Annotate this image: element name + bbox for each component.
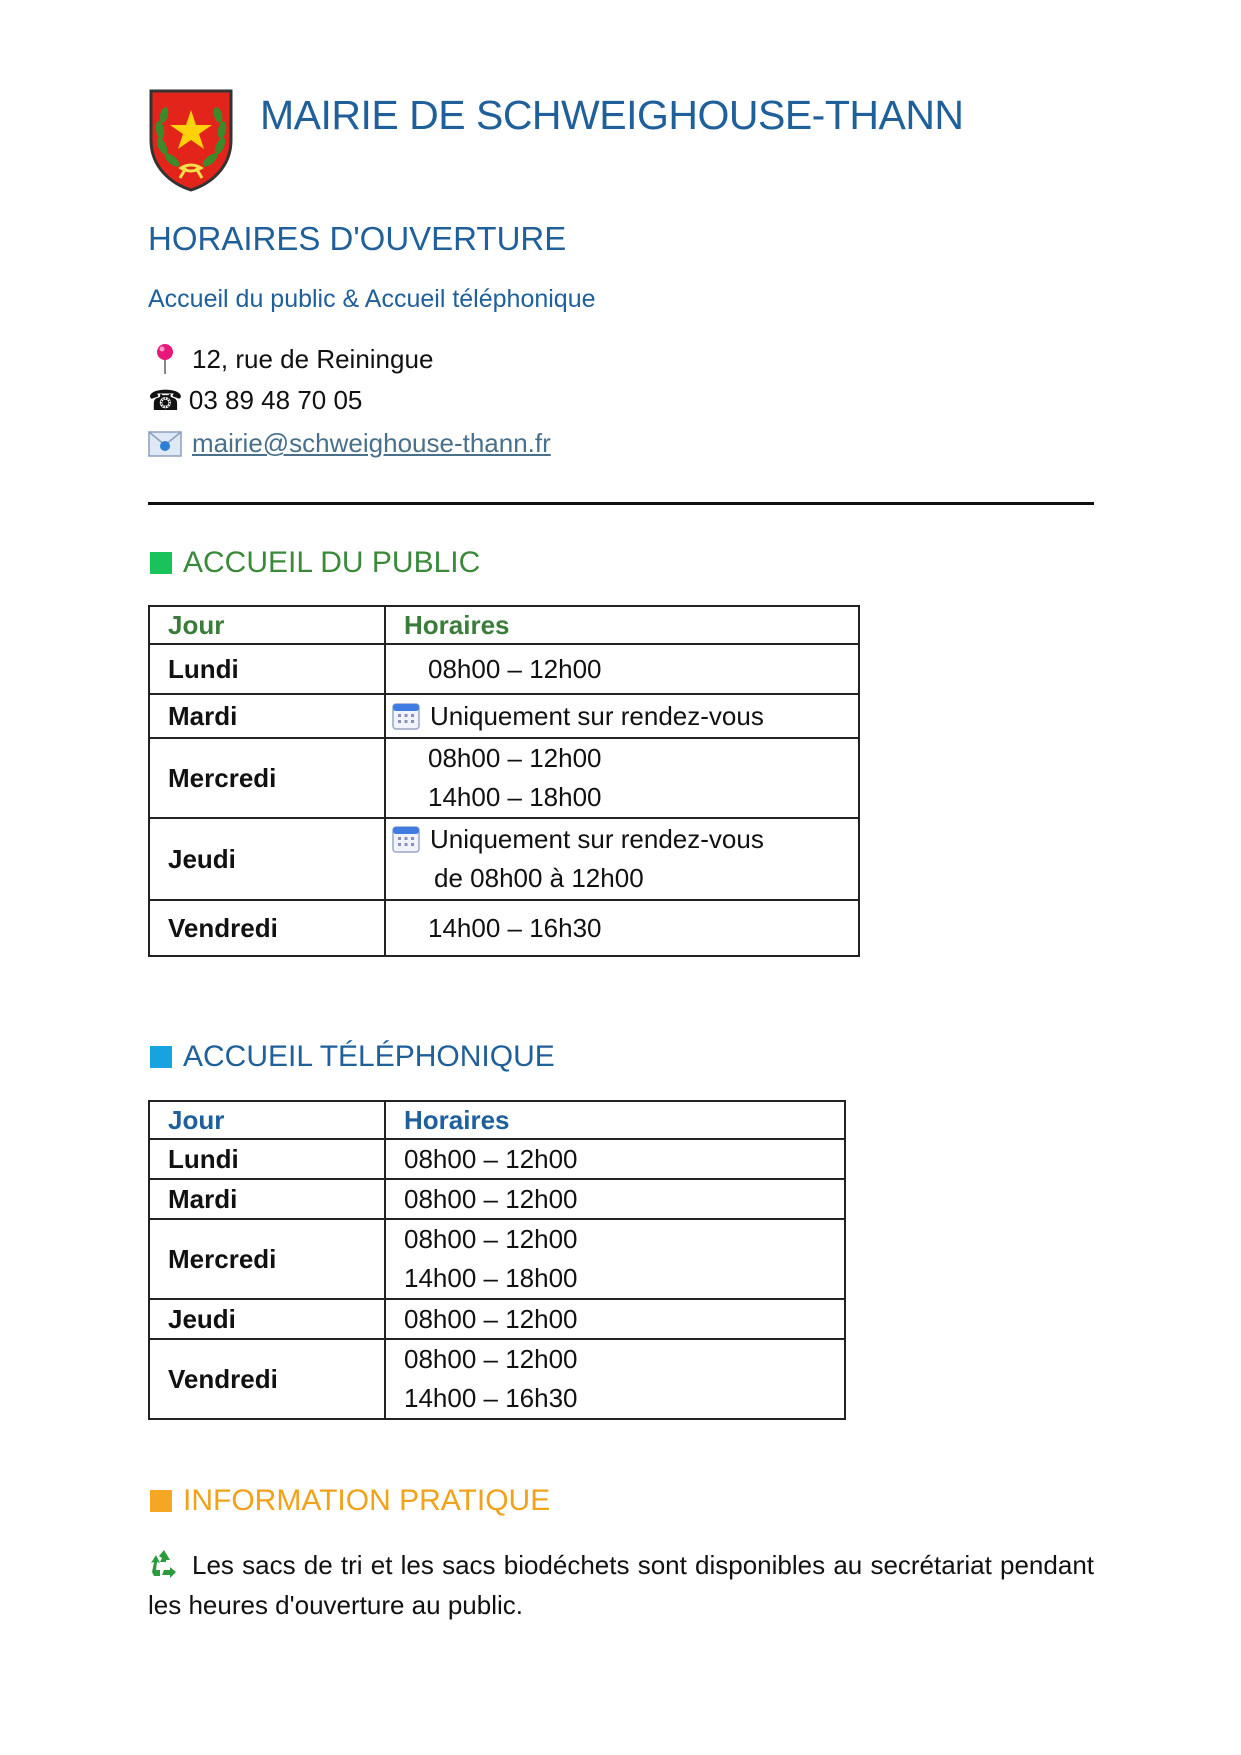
phone-hours-table xyxy=(148,1100,846,1420)
hours-line: 08h00 – 12h00 xyxy=(404,1224,578,1254)
column-header-hours: Horaires xyxy=(385,1101,845,1139)
appointment-only-text: Uniquement sur rendez-vous xyxy=(430,824,764,854)
page-subtitle: HORAIRES D'OUVERTURE xyxy=(148,220,567,257)
orange-square-icon xyxy=(150,1490,172,1512)
section-heading-info-text: INFORMATION PRATIQUE xyxy=(183,1484,551,1517)
hours-cell xyxy=(385,1339,845,1419)
info-paragraph xyxy=(148,1545,1094,1625)
page-title: MAIRIE DE SCHWEIGHOUSE-THANN xyxy=(260,92,964,138)
table-row xyxy=(149,738,859,818)
hours-line xyxy=(392,820,858,859)
section-heading-info xyxy=(150,1484,550,1518)
day-cell: Mercredi xyxy=(149,738,385,818)
hours-cell: 08h00 – 12h00 xyxy=(385,1299,845,1339)
email-link[interactable]: mairie@schweighouse-thann.fr xyxy=(192,428,551,458)
hours-cell xyxy=(385,694,859,738)
column-header-hours: Horaires xyxy=(385,606,859,644)
calendar-icon xyxy=(392,702,420,730)
phone-number: 03 89 48 70 05 xyxy=(188,385,363,415)
table-row xyxy=(149,1339,845,1419)
hours-cell xyxy=(385,1219,845,1299)
column-header-day: Jour xyxy=(149,1101,385,1139)
green-square-icon xyxy=(150,552,172,574)
envelope-icon xyxy=(148,431,182,457)
day-cell: Vendredi xyxy=(149,900,385,956)
day-cell: Mardi xyxy=(149,694,385,738)
table-row xyxy=(149,644,859,694)
day-cell: Mardi xyxy=(149,1179,385,1219)
hours-line: 14h00 – 18h00 xyxy=(404,1263,578,1293)
info-text: Les sacs de tri et les sacs biodéchets sont disponibles au secrétariat pendant les heures d'ouverture au public. xyxy=(148,1550,1094,1620)
map-pin-icon xyxy=(148,342,182,376)
hours-cell: 08h00 – 12h00 xyxy=(385,1139,845,1179)
table-row xyxy=(149,1299,845,1339)
divider xyxy=(148,502,1094,505)
table-row xyxy=(149,1219,845,1299)
public-hours-table xyxy=(148,605,860,957)
hours-line: 08h00 – 12h00 xyxy=(404,1344,578,1374)
email-line xyxy=(148,428,551,459)
day-cell: Lundi xyxy=(149,1139,385,1179)
column-header-day: Jour xyxy=(149,606,385,644)
appointment-only-text: Uniquement sur rendez-vous xyxy=(430,700,764,731)
hours-cell: 08h00 – 12h00 xyxy=(385,644,859,694)
day-cell: Jeudi xyxy=(149,818,385,900)
blue-square-icon xyxy=(150,1046,172,1068)
section-heading-phone-text: ACCUEIL TÉLÉPHONIQUE xyxy=(183,1040,555,1073)
hours-line: 08h00 – 12h00 xyxy=(428,743,602,773)
day-cell: Mercredi xyxy=(149,1219,385,1299)
section-heading-public-text: ACCUEIL DU PUBLIC xyxy=(183,546,481,579)
phone-line xyxy=(148,385,362,416)
table-header-row xyxy=(149,606,859,644)
appointment-detail-text: de 08h00 à 12h00 xyxy=(434,863,644,893)
table-row xyxy=(149,1139,845,1179)
section-heading-phone xyxy=(150,1040,555,1074)
table-row xyxy=(149,900,859,956)
day-cell: Lundi xyxy=(149,644,385,694)
table-header-row xyxy=(149,1101,845,1139)
coat-of-arms-logo xyxy=(148,88,234,192)
table-row xyxy=(149,818,859,900)
hours-cell xyxy=(385,738,859,818)
hours-line: 14h00 – 18h00 xyxy=(428,782,602,812)
hours-cell: 14h00 – 16h30 xyxy=(385,900,859,956)
page-tagline: Accueil du public & Accueil téléphonique xyxy=(148,285,596,313)
telephone-icon: ☎ xyxy=(148,384,183,416)
hours-line: 14h00 – 16h30 xyxy=(404,1383,578,1413)
day-cell: Jeudi xyxy=(149,1299,385,1339)
hours-cell: 08h00 – 12h00 xyxy=(385,1179,845,1219)
table-row xyxy=(149,694,859,738)
address-line xyxy=(148,342,433,376)
recycle-icon xyxy=(148,1548,180,1580)
hours-cell xyxy=(385,818,859,900)
day-cell: Vendredi xyxy=(149,1339,385,1419)
address-text: 12, rue de Reiningue xyxy=(192,343,434,374)
section-heading-public xyxy=(150,546,480,580)
calendar-icon xyxy=(392,825,420,853)
table-row xyxy=(149,1179,845,1219)
